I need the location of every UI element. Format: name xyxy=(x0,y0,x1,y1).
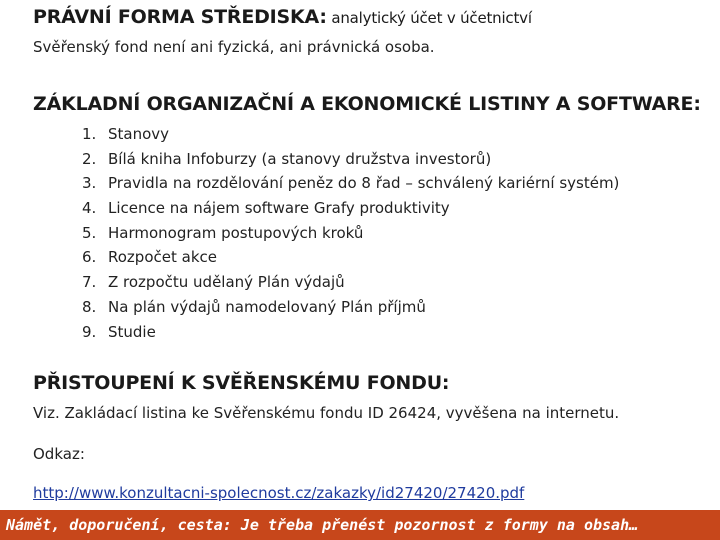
list-item xyxy=(82,245,619,270)
list-item-number: 4. xyxy=(82,199,97,218)
list-item-number: 6. xyxy=(82,248,97,267)
list-item-number: 9. xyxy=(82,322,97,341)
legal-form-value: analytický účet v účetnictví xyxy=(326,9,532,27)
footer-banner: Námět, doporučení, cesta: Je třeba přenést pozornost z formy na obsah… xyxy=(0,510,720,540)
list-item-text: Stanovy xyxy=(108,125,170,143)
list-item xyxy=(82,122,619,147)
list-item-text: Pravidla na rozdělování peněz do 8 řad – schválený kariérní systém) xyxy=(108,174,620,193)
list-item-text: Na plán výdajů namodelovaný Plán příjmů xyxy=(108,297,426,316)
list-item-text: Studie xyxy=(108,322,156,341)
list-item-number: 3. xyxy=(82,174,97,193)
link-label: Odkaz: xyxy=(33,445,85,463)
list-item xyxy=(82,147,619,172)
list-item-number: 2. xyxy=(82,149,97,168)
list-item-text: Bílá kniha Infoburzy (a stanovy družstva investorů) xyxy=(108,149,492,168)
fund-heading: PŘISTOUPENÍ K SVĚŘENSKÉMU FONDU: xyxy=(33,372,450,394)
list-item xyxy=(82,171,619,196)
list-item-text: Rozpočet akce xyxy=(108,248,217,267)
documents-heading: ZÁKLADNÍ ORGANIZAČNÍ A EKONOMICKÉ LISTINY A SOFTWARE: xyxy=(33,93,701,115)
list-item xyxy=(82,270,619,295)
legal-form-text: Svěřenský fond není ani fyzická, ani právnická osoba. xyxy=(33,38,435,56)
documents-list xyxy=(82,122,619,344)
legal-form-title: PRÁVNÍ FORMA STŘEDISKA: xyxy=(33,6,327,28)
list-item-text: Z rozpočtu udělaný Plán výdajů xyxy=(108,273,345,292)
list-item-number: 7. xyxy=(82,273,97,292)
legal-form-heading xyxy=(33,6,532,28)
fund-text: Viz. Zakládací listina ke Svěřenskému fondu ID 26424, vyvěšena na internetu. xyxy=(33,404,620,422)
list-item-number: 1. xyxy=(82,125,97,143)
list-item xyxy=(82,295,619,320)
list-item-number: 5. xyxy=(82,223,97,242)
document-link[interactable]: http://www.konzultacni-spolecnost.cz/zakazky/id27420/27420.pdf xyxy=(33,484,525,502)
list-item-text: Licence na nájem software Grafy produktivity xyxy=(108,199,450,218)
list-item xyxy=(82,320,619,345)
list-item xyxy=(82,196,619,221)
list-item-number: 8. xyxy=(82,297,97,316)
list-item xyxy=(82,221,619,246)
list-item-text: Harmonogram postupových kroků xyxy=(108,223,364,242)
